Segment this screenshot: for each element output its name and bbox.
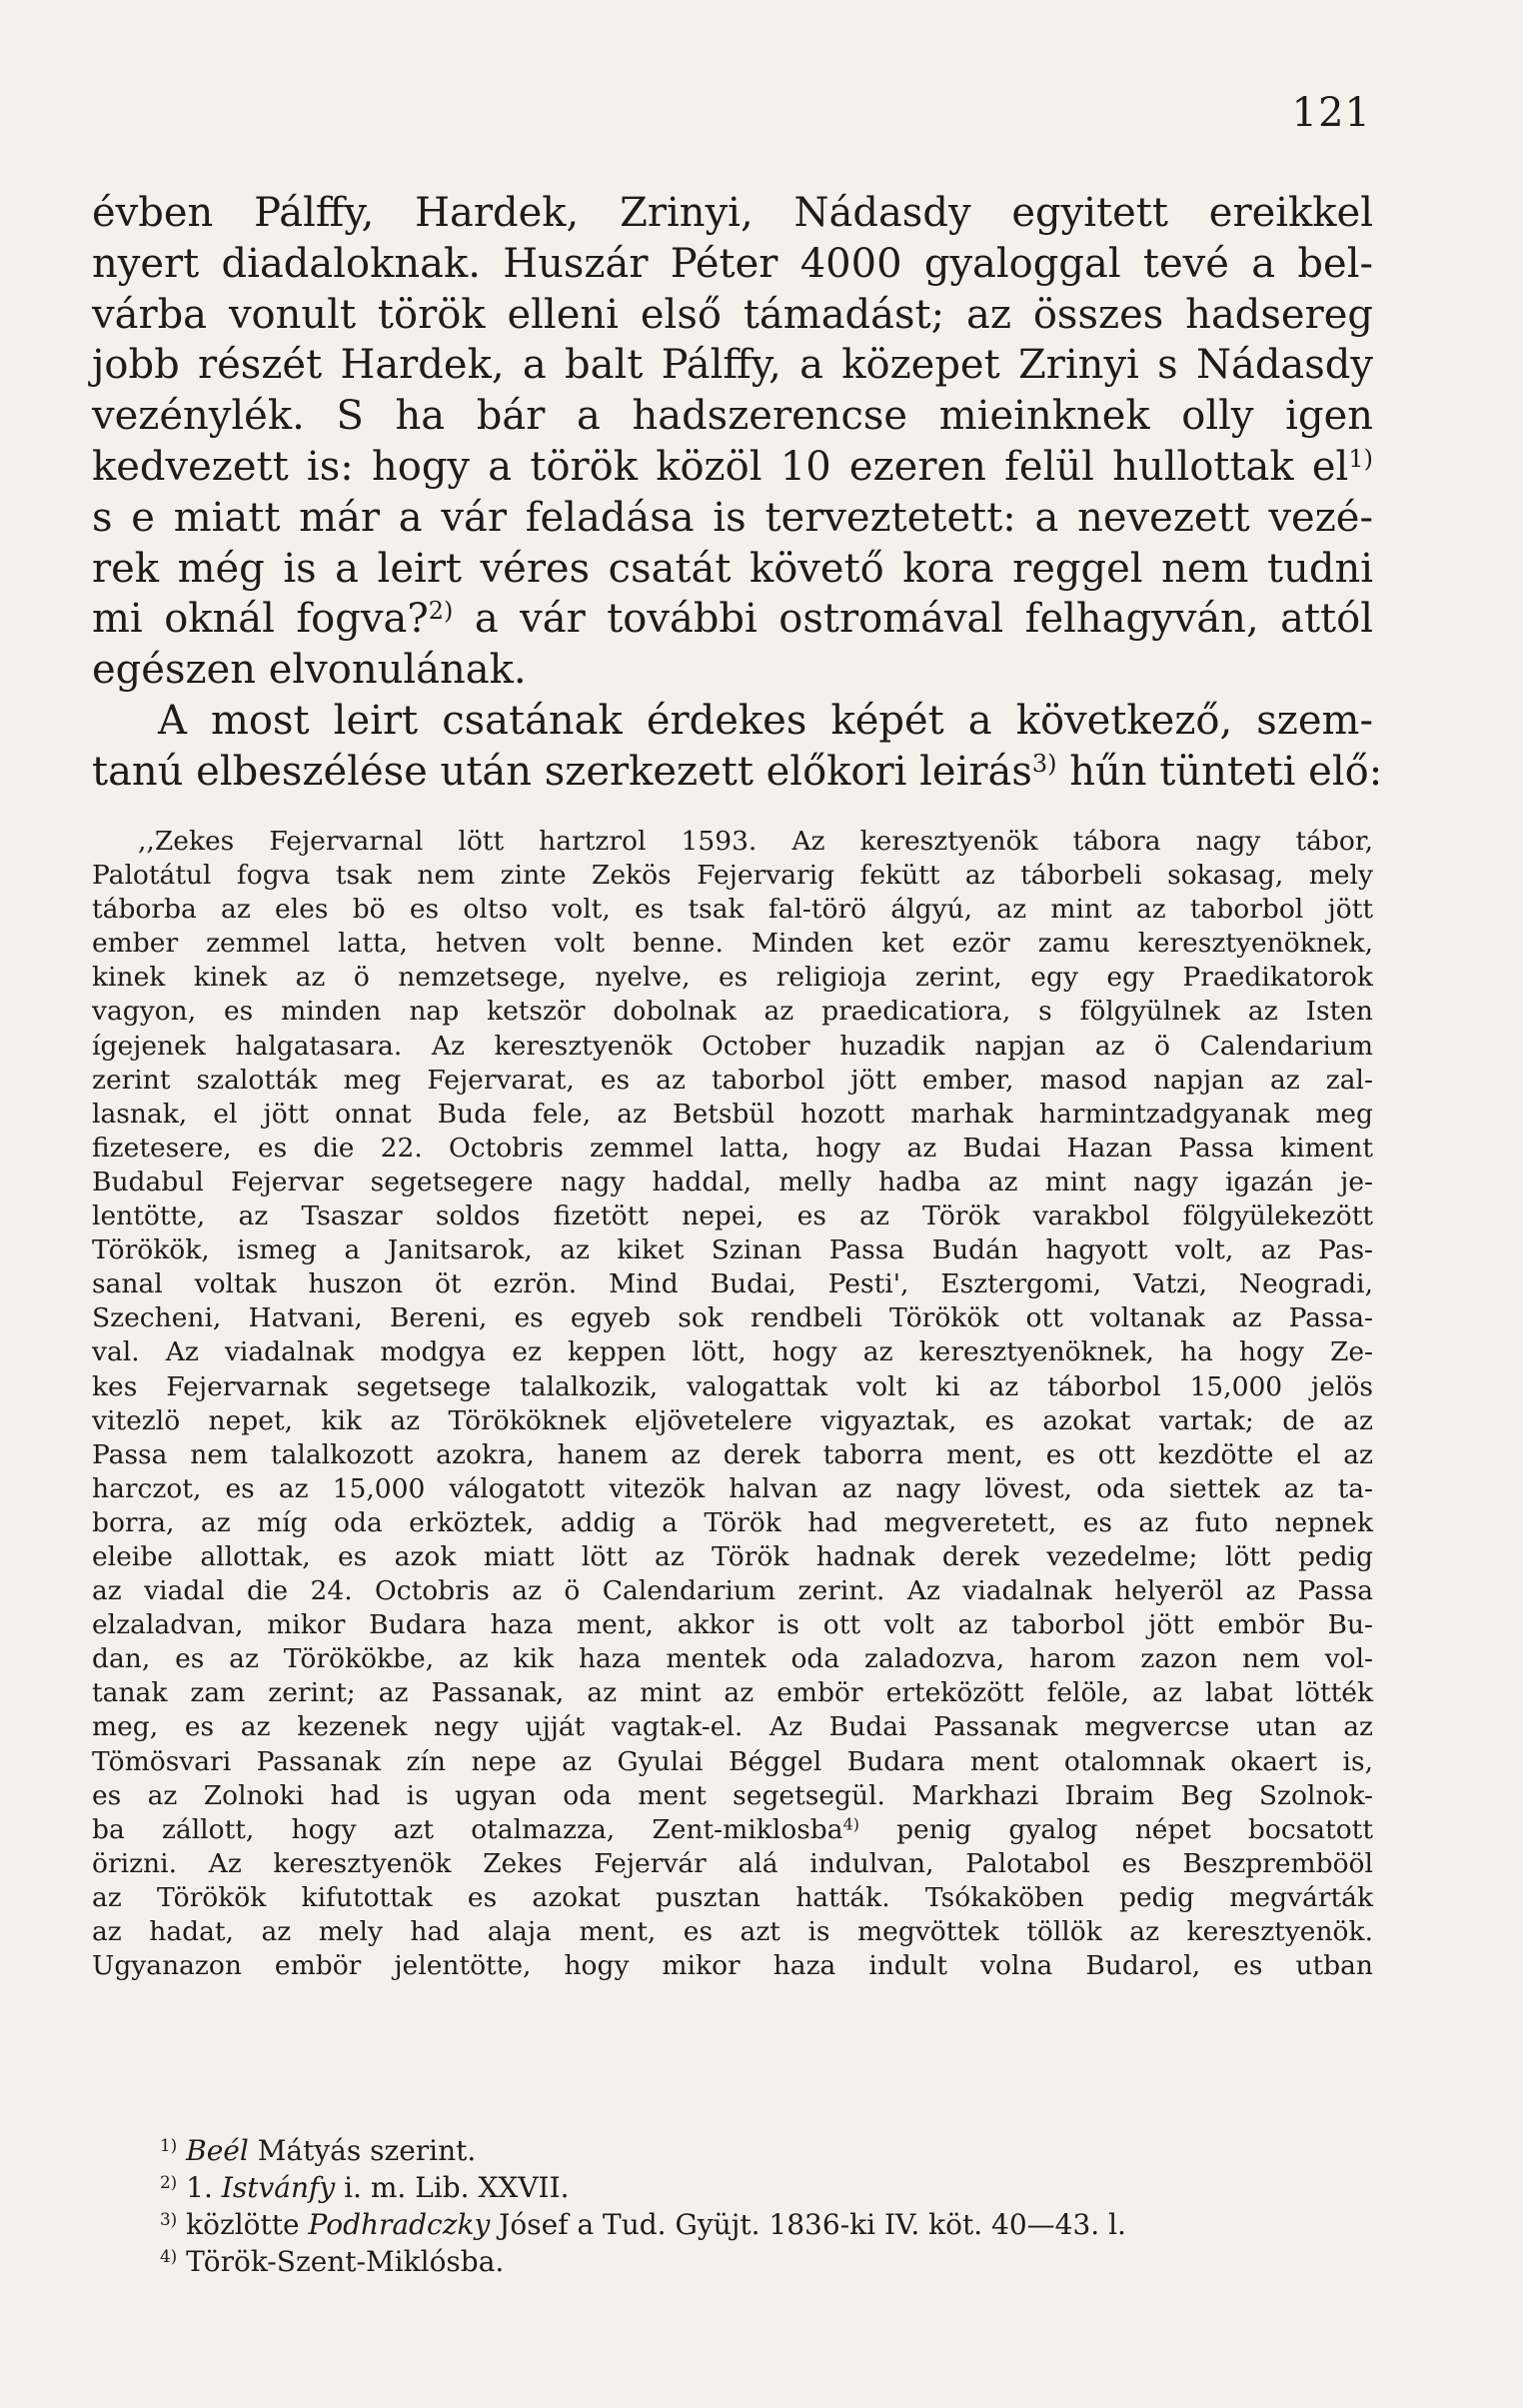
quote-line: elzaladvan, mikor Budara haza ment, akkor is ott volt az taborbol jött embör Bu- (92, 1609, 1373, 1641)
text-line: jobb részét Hardek, a balt Pálffy, a közepet Zrinyi s Nádasdy (92, 342, 1373, 389)
quote-line: Tömösvari Passanak zín nepe az Gyulai Béggel Budara ment otalomnak okaert is, (92, 1745, 1373, 1777)
quote-line: fizetesere, es die 22. Octobris zemmel latta, hogy az Budai Hazan Passa kiment (92, 1132, 1373, 1164)
quote-line: kes Fejervarnak segetsege talalkozik, valogattak volt ki az táborbol 15,000 jelös (92, 1370, 1373, 1402)
footnotes (160, 2132, 1359, 2280)
quote-line: zerint szalották meg Fejervarat, es az taborbol jött ember, masod napjan az zal- (92, 1064, 1373, 1096)
text-segment: a vár további ostromával felhagyván, attól (453, 596, 1373, 643)
text-segment: penig gyalog népet bocsatott (858, 1813, 1373, 1845)
footnote-ref: 3) (1031, 749, 1057, 778)
text-line: vezénylék. S ha bár a hadszerencse mieinknek olly igen (92, 393, 1373, 440)
text-segment: kedvezett is: hogy a török közöl 10 ezeren felül hullottak el (92, 443, 1349, 490)
main-text (92, 188, 1383, 798)
footnote-ref: 1) (1348, 444, 1373, 473)
text-line: egészen elvonulának. (92, 647, 527, 694)
quote-line: tanak zam zerint; az Passanak, az mint az embör erteközött felöle, az labat lötték (92, 1677, 1373, 1709)
footnote (160, 2169, 1359, 2206)
quote-line: Törökök, ismeg a Janitsarok, az kiket Szinan Passa Budán hagyott volt, az Pas- (92, 1234, 1373, 1266)
footnote-mark: 2) (160, 2171, 178, 2192)
footnote-author: Istvánfy (221, 2171, 336, 2204)
text-segment: mi oknál fogva? (92, 596, 429, 643)
footnote-mark: 3) (160, 2208, 178, 2229)
quote-line: Ugyanazon embör jelentötte, hogy mikor haza indult volna Budarol, es utban (92, 1950, 1373, 1982)
footnote-ref: 4) (842, 1813, 859, 1833)
quote-line: örizni. Az keresztyenök Zekes Fejervár alá indulvan, Palotabol es Beszprembööl (92, 1847, 1373, 1879)
footnote-text: Mátyás szerint. (248, 2134, 477, 2167)
text-line: várba vonult török elleni első támadást; az összes hadsereg (92, 291, 1373, 338)
quote-line: vagyon, es minden nap ketször dobolnak az praedicatiora, s fölgyülnek az Isten (92, 996, 1373, 1028)
footnote-text: 1. (186, 2171, 222, 2204)
text-segment: tanú elbeszélése után szerkezett előkori leirás (92, 748, 1032, 795)
quote-line: ,,Zekes Fejervarnal lött hartzrol 1593. Az keresztyenök tábora nagy tábor, (138, 826, 1373, 857)
text-line: s e miatt már a vár feladása is terveztetett: a nevezett vezé- (92, 494, 1373, 541)
quote-line: ember zemmel latta, hetven volt benne. Minden ket ezör zamu keresztyenöknek, (92, 928, 1373, 960)
quote-line: lasnak, el jött onnat Buda fele, az Betsbül hozott marhak harmintzadgyanak meg (92, 1098, 1373, 1130)
footnote-text: Jósef a Tud. Gyüjt. 1836-ki IV. köt. 40—43. l. (490, 2208, 1126, 2241)
quoted-passage (92, 825, 1373, 1983)
quote-line: harczot, es az 15,000 válogatott vitezök halvan az nagy lövest, oda siettek az ta- (92, 1472, 1373, 1504)
text-line: rek még is a leirt véres csatát követő kora reggel nem tudni (92, 545, 1373, 592)
quote-line: meg, es az kezenek negy ujját vagtak-el. Az Budai Passanak megvercse utan az (92, 1711, 1373, 1743)
quote-line: Palotátul fogva tsak nem zinte Zekös Fejervarig fekütt az táborbeli sokasag, mely (92, 860, 1373, 892)
quote-line: borra, az míg oda erköztek, addig a Török had megveretett, es az futo nepnek (92, 1506, 1373, 1538)
quote-line: ígejenek halgatasara. Az keresztyenök October huzadik napjan az ö Calendarium (92, 1030, 1373, 1062)
text-segment: ba zállott, hogy azt otalmazza, Zent-miklosba (92, 1813, 843, 1845)
quote-line: vitezlö nepet, kik az Törököknek eljövetelere vigyaztak, es azokat vartak; de az (92, 1404, 1373, 1436)
page-number: 121 (1291, 90, 1371, 136)
text-segment: hűn tünteti elő: (1056, 748, 1383, 795)
quote-line: az hadat, az mely had alaja ment, es azt is megvöttek töllök az keresztyenök. (92, 1916, 1373, 1947)
quote-line: es az Zolnoki had is ugyan oda ment segetsegül. Markhazi Ibraim Beg Szolnok- (92, 1779, 1373, 1811)
quote-line: Budabul Fejervar segetsegere nagy haddal, melly hadba az mint nagy igazán je- (92, 1166, 1373, 1198)
text-line: nyert diadaloknak. Huszár Péter 4000 gyaloggal tevé a bel- (92, 240, 1373, 287)
quote-line: eleibe allottak, es azok miatt lött az Török hadnak derek vezedelme; lött pedig (92, 1540, 1373, 1572)
footnote (160, 2243, 1359, 2280)
quote-line: lentötte, az Tsaszar soldos fizetött nepei, es az Török varakbol fölgyülekezött (92, 1201, 1373, 1232)
quote-line: az Törökök kifutottak es azokat pusztan hatták. Tsókaköben pedig megvárták (92, 1881, 1373, 1913)
text-line (92, 594, 1373, 645)
text-line: A most leirt csatának érdekes képét a következő, szem- (158, 697, 1373, 744)
text-line (92, 747, 1383, 798)
footnote-text: közlötte (186, 2208, 309, 2241)
footnote-ref: 2) (428, 597, 454, 626)
quote-line: kinek kinek az ö nemzetsege, nyelve, es religioja zerint, egy egy Praedikatorok (92, 962, 1373, 994)
footnote-text: i. m. Lib. XXVII. (335, 2171, 570, 2204)
quote-line (92, 1813, 1373, 1847)
footnote-author: Podhradczky (308, 2208, 491, 2241)
text-line: évben Pálffy, Hardek, Zrinyi, Nádasdy egyitett ereikkel (92, 190, 1373, 236)
quote-line: táborba az eles bö es oltso volt, es tsak fal-törö álgyú, az mint az taborbol jött (92, 894, 1373, 926)
quote-line: val. Az viadalnak modgya ez keppen lött, hogy az keresztyenöknek, ha hogy Ze- (92, 1336, 1373, 1368)
footnote (160, 2132, 1359, 2169)
footnote-mark: 1) (160, 2134, 178, 2155)
quote-line: Szecheni, Hatvani, Bereni, es egyeb sok rendbeli Törökök ott voltanak az Passa- (92, 1302, 1373, 1334)
quote-line: Passa nem talalkozott azokra, hanem az derek taborra ment, es ott kezdötte el az (92, 1438, 1373, 1470)
quote-line: dan, es az Törökökbe, az kik haza mentek oda zaladozva, harom zazon nem vol- (92, 1643, 1373, 1675)
footnote-mark: 4) (160, 2245, 178, 2266)
text-line (92, 442, 1373, 493)
footnote-text: Török-Szent-Miklósba. (177, 2245, 505, 2278)
quote-line: sanal voltak huszon öt ezrön. Mind Budai, Pesti', Esztergomi, Vatzi, Neogradi, (92, 1268, 1373, 1300)
quote-line: az viadal die 24. Octobris az ö Calendarium zerint. Az viadalnak helyeröl az Passa (92, 1575, 1373, 1607)
footnote (160, 2206, 1359, 2243)
footnote-author: Beél (186, 2134, 249, 2167)
